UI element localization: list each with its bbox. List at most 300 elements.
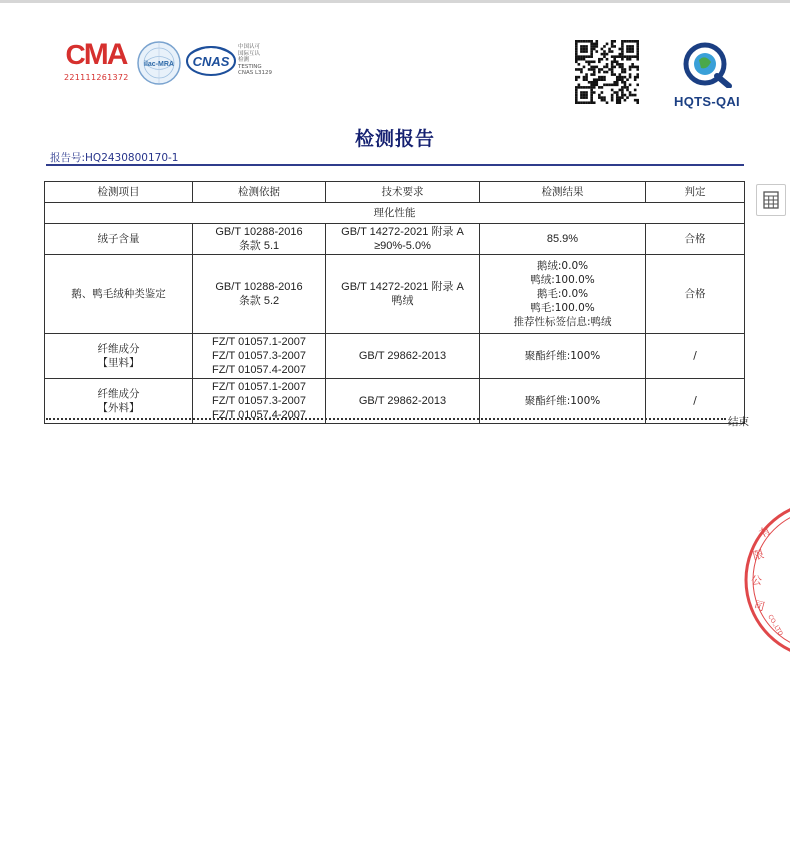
qr-module — [601, 91, 604, 94]
qr-module — [580, 40, 583, 43]
qr-module — [588, 63, 591, 66]
qr-module — [611, 60, 614, 63]
qr-module — [616, 63, 619, 66]
qr-module — [588, 86, 591, 89]
result-line: 推荐性标签信息:鸭绒 — [513, 316, 612, 328]
qr-module — [580, 55, 583, 58]
qr-module — [575, 94, 578, 97]
qr-module — [580, 71, 583, 74]
qr-module — [611, 94, 614, 97]
qr-module — [629, 94, 632, 97]
result-line: 鹅毛:0.0% — [536, 288, 589, 300]
qr-module — [616, 91, 619, 94]
qr-module — [578, 68, 581, 71]
qr-module — [595, 45, 598, 48]
cnas-line: TESTING — [238, 63, 262, 70]
qr-module — [575, 101, 578, 104]
qr-module — [593, 60, 596, 63]
qr-module — [619, 53, 622, 56]
qr-module — [621, 78, 624, 81]
title-divider — [46, 164, 744, 166]
qr-module — [613, 91, 616, 94]
item-cell — [45, 379, 193, 424]
basis-line: FZ/T 01057.3-2007 — [212, 395, 306, 407]
qr-module — [595, 50, 598, 53]
column-header: 检测依据 — [193, 182, 326, 203]
qr-module — [575, 48, 578, 51]
qr-module — [575, 99, 578, 102]
table-tool-icon[interactable] — [756, 184, 786, 216]
qr-module — [590, 43, 593, 46]
qr-module — [629, 50, 632, 53]
qr-module — [575, 60, 578, 63]
qr-module — [619, 66, 622, 69]
qr-module — [578, 58, 581, 61]
qr-module — [598, 86, 601, 89]
qr-module — [606, 101, 609, 104]
qr-module — [616, 60, 619, 63]
qr-module — [601, 86, 604, 89]
qr-module — [588, 101, 591, 104]
qr-module — [593, 86, 596, 89]
qr-module — [590, 91, 593, 94]
verdict-cell: 合格 — [646, 224, 745, 255]
qr-module — [619, 73, 622, 76]
qr-module — [575, 91, 578, 94]
qr-module — [590, 81, 593, 84]
qr-module — [624, 81, 627, 84]
qr-module — [606, 58, 609, 61]
qr-module — [583, 45, 586, 48]
qr-module — [611, 99, 614, 102]
qr-module — [575, 96, 578, 99]
basis-cell — [193, 255, 326, 334]
qr-module — [585, 73, 588, 76]
cnas-line: 检测 — [238, 57, 250, 63]
qr-module — [580, 58, 583, 61]
qr-module — [590, 94, 593, 97]
qr-module — [624, 71, 627, 74]
qr-module — [616, 81, 619, 84]
qr-module — [590, 86, 593, 89]
qr-module — [636, 66, 639, 69]
qr-module — [626, 40, 629, 43]
qr-module — [621, 53, 624, 56]
qr-module — [636, 50, 639, 53]
hqts-name: HQTS-QAI — [674, 94, 740, 109]
qr-module — [621, 48, 624, 51]
qr-module — [621, 71, 624, 74]
qr-module — [611, 43, 614, 46]
basis-cell — [193, 334, 326, 379]
qr-module — [578, 55, 581, 58]
qr-module — [636, 53, 639, 56]
qr-module — [575, 68, 578, 71]
qr-module — [613, 45, 616, 48]
qr-module — [578, 101, 581, 104]
qr-module — [613, 55, 616, 58]
qr-module — [585, 45, 588, 48]
qr-module — [575, 58, 578, 61]
qr-module — [624, 55, 627, 58]
qr-module — [580, 48, 583, 51]
qr-module — [613, 81, 616, 84]
qr-module — [598, 68, 601, 71]
qr-module — [636, 55, 639, 58]
qr-module — [583, 96, 586, 99]
qr-module — [578, 86, 581, 89]
basis-line: 条款 5.2 — [238, 295, 280, 307]
requirement-line: GB/T 14272-2021 附录 A — [341, 226, 464, 238]
item-line: 【外料】 — [97, 402, 140, 414]
qr-module — [598, 60, 601, 63]
requirement-line: ≥90%-5.0% — [374, 240, 431, 252]
company-seal-icon — [742, 498, 790, 662]
qr-module — [611, 73, 614, 76]
qr-module — [590, 68, 593, 71]
qr-module — [616, 101, 619, 104]
table-row — [45, 224, 745, 255]
qr-module — [616, 78, 619, 81]
result-line: 聚酯纤维:100% — [524, 395, 601, 407]
qr-module — [593, 45, 596, 48]
qr-module — [595, 43, 598, 46]
qr-module — [608, 84, 611, 87]
basis-line: FZ/T 01057.4-2007 — [212, 409, 306, 421]
qr-module — [611, 45, 614, 48]
qr-module — [616, 96, 619, 99]
qr-module — [626, 86, 629, 89]
result-line: 鹅绒:0.0% — [536, 260, 589, 272]
item-line: 纤维成分 — [97, 343, 140, 355]
qr-module — [636, 43, 639, 46]
qr-module — [603, 55, 606, 58]
qr-module — [621, 43, 624, 46]
qr-module — [626, 50, 629, 53]
qr-module — [590, 73, 593, 76]
item-line: 纤维成分 — [97, 388, 140, 400]
result-cell — [480, 224, 646, 255]
qr-module — [580, 86, 583, 89]
qr-module — [621, 55, 624, 58]
qr-module — [624, 99, 627, 102]
qr-module — [636, 45, 639, 48]
qr-module — [631, 50, 634, 53]
item-line: 绒子含量 — [97, 233, 140, 245]
qr-module — [583, 76, 586, 79]
requirement-line: 鸭绒 — [391, 295, 414, 307]
qr-module — [598, 71, 601, 74]
qr-module — [624, 68, 627, 71]
qr-module — [621, 45, 624, 48]
qr-module — [611, 96, 614, 99]
basis-line: GB/T 10288-2016 — [215, 281, 303, 293]
qr-module — [578, 84, 581, 87]
qr-module — [621, 81, 624, 84]
cnas-mark-text: CNAS — [192, 54, 230, 69]
basis-line: 条款 5.1 — [238, 240, 280, 252]
qr-module — [595, 66, 598, 69]
qr-module — [601, 76, 604, 79]
qr-module — [621, 94, 624, 97]
top-border — [0, 0, 790, 3]
qr-module — [590, 84, 593, 87]
qr-module — [593, 71, 596, 74]
qr-module — [616, 99, 619, 102]
table-row — [45, 255, 745, 334]
qr-module — [590, 48, 593, 51]
qr-module — [575, 86, 578, 89]
qr-module — [595, 78, 598, 81]
item-cell — [45, 334, 193, 379]
basis-line: FZ/T 01057.1-2007 — [212, 336, 306, 348]
qr-module — [626, 55, 629, 58]
qr-module — [575, 55, 578, 58]
qr-module — [583, 78, 586, 81]
qr-module — [636, 84, 639, 87]
qr-module — [631, 63, 634, 66]
qr-module — [616, 76, 619, 79]
qr-module — [585, 76, 588, 79]
qr-module — [619, 99, 622, 102]
qr-module — [601, 96, 604, 99]
table-row — [45, 334, 745, 379]
report-number: 报告号:HQ2430800170-1 — [50, 152, 179, 164]
qr-module — [626, 78, 629, 81]
qr-module — [634, 89, 637, 92]
qr-module — [606, 53, 609, 56]
qr-module — [598, 96, 601, 99]
qr-module — [626, 45, 629, 48]
qr-module — [583, 58, 586, 61]
qr-module — [621, 76, 624, 79]
qr-module — [601, 68, 604, 71]
qr-module — [634, 40, 637, 43]
qr-module — [621, 86, 624, 89]
qr-module — [588, 68, 591, 71]
qr-module — [621, 63, 624, 66]
qr-module — [636, 73, 639, 76]
requirement-cell — [326, 334, 480, 379]
qr-module — [634, 94, 637, 97]
qr-module — [624, 40, 627, 43]
verdict-cell: / — [646, 379, 745, 424]
qr-module — [580, 45, 583, 48]
qr-module — [603, 71, 606, 74]
qr-module — [593, 48, 596, 51]
qr-module — [598, 78, 601, 81]
qr-module — [585, 55, 588, 58]
qr-module — [583, 101, 586, 104]
qr-module — [626, 48, 629, 51]
qr-module — [588, 40, 591, 43]
qr-module — [585, 101, 588, 104]
result-cell — [480, 379, 646, 424]
qr-module — [585, 48, 588, 51]
result-line: 鸭毛:100.0% — [530, 302, 595, 314]
qr-module — [634, 55, 637, 58]
qr-module — [603, 45, 606, 48]
result-line: 鸭绒:100.0% — [530, 274, 595, 286]
qr-module — [629, 45, 632, 48]
item-cell — [45, 255, 193, 334]
svg-text:公: 公 — [751, 574, 762, 587]
requirement-cell — [326, 379, 480, 424]
qr-module — [611, 50, 614, 53]
qr-module — [624, 86, 627, 89]
qr-module — [603, 50, 606, 53]
qr-module — [634, 76, 637, 79]
svg-text:有: 有 — [757, 523, 774, 541]
qr-module — [590, 66, 593, 69]
qr-module — [608, 68, 611, 71]
qr-module — [590, 60, 593, 63]
qr-module — [613, 60, 616, 63]
qr-module — [631, 45, 634, 48]
qr-module — [603, 66, 606, 69]
qr-module — [621, 68, 624, 71]
qr-module — [621, 96, 624, 99]
end-label: 结束 — [728, 416, 749, 428]
qr-module — [593, 73, 596, 76]
qr-module — [621, 66, 624, 69]
qr-module — [593, 78, 596, 81]
qr-module — [595, 84, 598, 87]
cma-mark-text: MA — [83, 38, 127, 71]
basis-line: FZ/T 01057.1-2007 — [212, 381, 306, 393]
qr-module — [631, 66, 634, 69]
qr-module — [621, 58, 624, 61]
qr-module — [624, 84, 627, 87]
basis-line: FZ/T 01057.3-2007 — [212, 350, 306, 362]
qr-module — [629, 91, 632, 94]
qr-module — [583, 86, 586, 89]
result-cell — [480, 334, 646, 379]
results-table — [44, 181, 745, 424]
qr-module — [619, 78, 622, 81]
qr-module — [619, 89, 622, 92]
requirement-line: GB/T 14272-2021 附录 A — [341, 281, 464, 293]
qr-module — [585, 60, 588, 63]
qr-module — [601, 53, 604, 56]
qr-module — [590, 45, 593, 48]
qr-module — [629, 68, 632, 71]
qr-module — [606, 43, 609, 46]
qr-module — [611, 84, 614, 87]
requirement-line: GB/T 29862-2013 — [358, 395, 447, 407]
qr-module — [598, 58, 601, 61]
qr-module — [585, 40, 588, 43]
cma-mark: CMA — [65, 38, 127, 71]
qr-module — [601, 48, 604, 51]
qr-module — [593, 66, 596, 69]
qr-module — [593, 43, 596, 46]
cnas-line: 中国认可 — [238, 44, 261, 50]
qr-module — [588, 81, 591, 84]
qr-module — [590, 101, 593, 104]
qr-module — [636, 76, 639, 79]
basis-line: FZ/T 01057.4-2007 — [212, 364, 306, 376]
qr-module — [631, 55, 634, 58]
qr-module — [619, 55, 622, 58]
qr-module — [619, 101, 622, 104]
qr-module — [580, 96, 583, 99]
qr-module — [593, 68, 596, 71]
qr-module — [575, 43, 578, 46]
qr-module — [629, 48, 632, 51]
qr-module — [619, 76, 622, 79]
qr-module — [603, 76, 606, 79]
qr-module — [621, 89, 624, 92]
qr-module — [590, 89, 593, 92]
qr-module — [634, 66, 637, 69]
qr-module — [603, 84, 606, 87]
basis-line: GB/T 10288-2016 — [215, 226, 303, 238]
qr-module — [621, 50, 624, 53]
qr-module — [595, 81, 598, 84]
cnas-line: CNAS L3129 — [238, 70, 273, 76]
qr-module — [606, 71, 609, 74]
qr-module — [583, 48, 586, 51]
verdict-cell: / — [646, 334, 745, 379]
section-row — [45, 203, 745, 224]
qr-module — [613, 66, 616, 69]
qr-module — [603, 78, 606, 81]
qr-module — [606, 66, 609, 69]
hqts-logo-icon — [665, 40, 749, 109]
qr-module — [629, 66, 632, 69]
qr-module — [613, 73, 616, 76]
qr-module — [636, 101, 639, 104]
qr-module — [590, 99, 593, 102]
result-line: 85.9% — [546, 233, 579, 245]
qr-module — [603, 96, 606, 99]
qr-module — [575, 76, 578, 79]
qr-module — [636, 48, 639, 51]
qr-module — [611, 68, 614, 71]
qr-module — [608, 50, 611, 53]
qr-module — [611, 71, 614, 74]
qr-module — [575, 53, 578, 56]
qr-module — [606, 63, 609, 66]
qr-module — [603, 53, 606, 56]
item-line: 【里料】 — [97, 357, 140, 369]
qr-module — [601, 58, 604, 61]
qr-module — [629, 84, 632, 87]
svg-text:CO.,LTD: CO.,LTD — [766, 613, 784, 638]
qr-module — [626, 89, 629, 92]
qr-module — [578, 76, 581, 79]
end-of-report-line — [46, 418, 726, 423]
cnas-caption — [238, 44, 272, 77]
qr-module — [598, 94, 601, 97]
column-header: 判定 — [646, 182, 745, 203]
qr-module — [636, 99, 639, 102]
qr-module — [624, 94, 627, 97]
qr-module — [590, 53, 593, 56]
qr-module — [613, 40, 616, 43]
report-title: 检测报告 — [354, 128, 435, 150]
qr-module — [616, 55, 619, 58]
verdict-cell: 合格 — [646, 255, 745, 334]
ilac-logo-icon — [136, 40, 182, 86]
qr-module — [585, 78, 588, 81]
qr-module — [575, 45, 578, 48]
qr-module — [580, 91, 583, 94]
svg-text:司: 司 — [752, 598, 767, 614]
cma-logo-icon — [64, 40, 128, 86]
qr-module — [580, 68, 583, 71]
